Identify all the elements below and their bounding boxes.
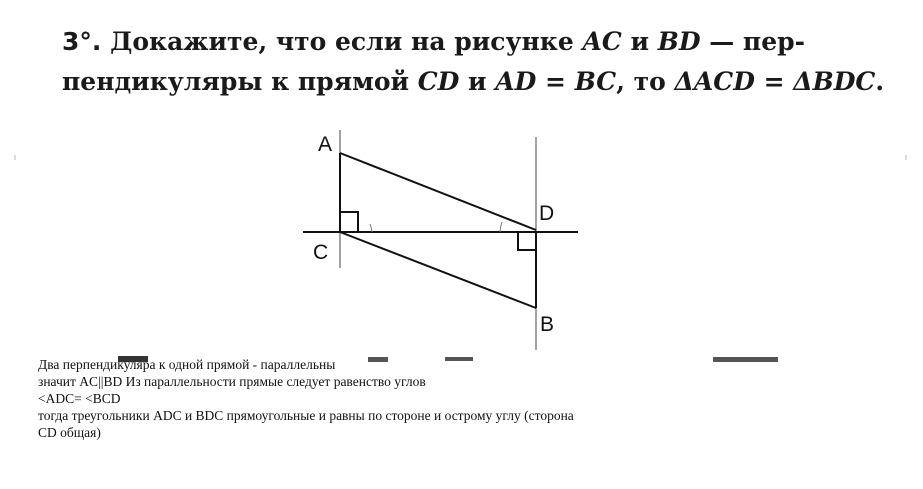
equality-ad-bc: AD = BC <box>495 67 617 96</box>
solution-line: значит AC||BD Из параллельности прямые следует равенство углов <box>38 374 426 389</box>
label-a: A <box>318 133 333 156</box>
problem-number: 3°. <box>62 27 102 56</box>
solution-line: <ADC= <BCD <box>38 391 121 406</box>
problem-text: пендикуляры к прямой <box>62 67 418 96</box>
problem-text: — пер- <box>700 27 805 56</box>
solution-line: тогда треугольники ADC и BDC прямоугольные и равны по стороне и острому углу (сторона <box>38 408 574 423</box>
angle-arc-d <box>500 222 502 232</box>
segment-ad <box>340 153 536 230</box>
right-angle-mark-d <box>518 232 536 250</box>
solution-line: CD общая) <box>38 425 101 440</box>
solution-notes <box>38 356 738 441</box>
segment-ac: AC <box>582 27 622 56</box>
label-d: D <box>539 202 555 225</box>
problem-text: . <box>875 67 885 96</box>
problem-text: , то <box>616 67 675 96</box>
problem-text: Докажите, что если на рисунке <box>101 27 583 56</box>
triangle-equality: ΔACD = ΔBDC <box>674 67 876 96</box>
label-c: C <box>313 241 329 264</box>
segment-bc <box>340 232 536 308</box>
angle-arc-c <box>370 224 372 232</box>
label-b: B <box>540 313 555 336</box>
segment-bd: BD <box>657 27 701 56</box>
problem-text: и <box>621 27 658 56</box>
segment-cd: CD <box>417 67 460 96</box>
problem-text: и <box>459 67 496 96</box>
solution-line: Два перпендикуляра к одной прямой - параллельны <box>38 357 336 372</box>
right-angle-mark-c <box>340 212 358 232</box>
